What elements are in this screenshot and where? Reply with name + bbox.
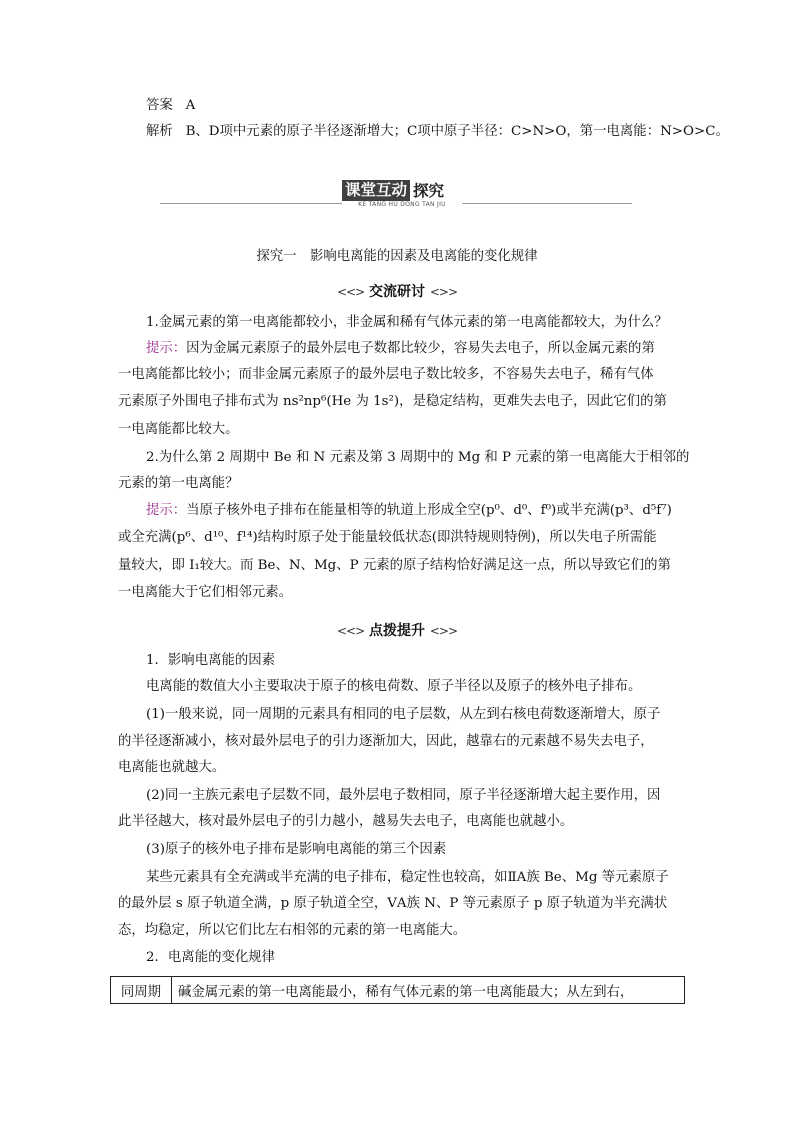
answer-2-line-2: 或全充满(p⁶、d¹⁰、f¹⁴)结构时原子处于能量较低状态(即洪特规则特例)，所以失电子所需能 (118, 530, 657, 545)
points-heading-1: 1．影响电离能的因素 (146, 653, 276, 668)
ornament-left-icon: <<> (336, 285, 365, 299)
points-p2-a: (2)同一主族元素电子层数不同，最外层电子数相同，原子半径逐渐增大起主要作用，因 (146, 788, 661, 803)
points-p4-b: 的最外层 s 原子轨道全满，p 原子轨道全空，ⅤA族 N、P 等元素原子 p 原子轨道为半充满状 (118, 896, 668, 911)
answer-value: A (185, 98, 196, 113)
points-p1-c: 电离能也就越大。 (118, 760, 226, 775)
subhead-exchange-text: 交流研讨 (369, 284, 425, 300)
answer-line (146, 96, 195, 116)
analysis-text: B、D项中元素的原子半径逐渐增大；C项中原子半径：C>N>O，第一电离能：N>O>C。 (185, 124, 729, 139)
answer-1-line-2: 一电离能都比较小；而非金属元素原子的最外层电子数比较多，不容易失去电子，稀有气体 (118, 367, 654, 382)
analysis-label: 解析 (146, 124, 173, 139)
banner-title-dark: 课堂互动 (342, 180, 410, 201)
banner-title (342, 179, 444, 201)
subhead-tips (0, 620, 794, 640)
ornament-right-icon: <>> (429, 285, 458, 299)
answer-label: 答案 (146, 98, 173, 113)
table-row-text: 碱金属元素的第一电离能最小，稀有气体元素的第一电离能最大；从左到右， (172, 977, 685, 1004)
points-p3: (3)原子的核外电子排布是影响电离能的第三个因素 (146, 842, 447, 857)
answer-2-line-4: 一电离能大于它们相邻元素。 (118, 585, 293, 600)
subhead-exchange (0, 281, 794, 301)
question-2-line-2: 元素的第一电离能？ (118, 476, 239, 491)
analysis-line (146, 122, 729, 142)
tip-label: 提示： (146, 341, 187, 356)
answer-2-line-3: 量较大，即 I₁较大。而 Be、N、Mg、P 元素的原子结构恰好满足这一点，所以导致它们的第 (118, 558, 671, 573)
section-banner (160, 176, 632, 210)
ornament-right-icon: <>> (429, 624, 458, 638)
banner-pinyin: KE TANG HU DONG TAN JIU (358, 201, 446, 208)
question-2-line-1: 2.为什么第 2 周期中 Be 和 N 元素及第 3 周期中的 Mg 和 P 元素的第一电离能大于相邻的 (146, 450, 690, 465)
question-1: 1.金属元素的第一电离能都较小，非金属和稀有气体元素的第一电离能都较大，为什么？ (146, 315, 668, 330)
ornament-left-icon: <<> (336, 624, 365, 638)
banner-rule-right (462, 203, 632, 204)
points-p1-b: 的半径逐渐减小，核对最外层电子的引力逐渐加大，因此，越靠右的元素越不易失去电子， (118, 734, 654, 749)
table-row-label: 同周期 (111, 977, 172, 1004)
answer-1-text: 因为金属元素原子的最外层电子数都比较少，容易失去电子，所以金属元素的第 (186, 341, 655, 356)
answer-1-line-1 (146, 339, 655, 359)
banner-title-light: 探究 (413, 182, 445, 200)
tip-label: 提示： (146, 503, 187, 518)
points-p0: 电离能的数值大小主要取决于原子的核电荷数、原子半径以及原子的核外电子排布。 (146, 679, 642, 694)
points-p4-c: 态，均稳定，所以它们比左右相邻的元素的第一电离能大。 (118, 923, 467, 938)
answer-2-text: 当原子核外电子排布在能量相等的轨道上形成全空(p⁰、d⁰、f⁰)或半充满(p³、d⁵f⁷) (186, 503, 672, 518)
answer-1-line-3: 元素原子外围电子排布式为 ns²np⁶(He 为 1s²)，是稳定结构，更难失去电子，因此它们的第 (118, 394, 667, 409)
points-p1-a: (1)一般来说，同一周期的元素具有相同的电子层数，从左到右核电荷数逐渐增大，原子 (146, 707, 661, 722)
period-table (110, 976, 685, 1004)
subhead-tips-text: 点拨提升 (369, 623, 425, 639)
points-p4-a: 某些元素具有全充满或半充满的电子排布，稳定性也较高，如ⅡA族 Be、Mg 等元素原子 (146, 870, 669, 885)
section-title: 探究一 影响电离能的因素及电离能的变化规律 (256, 249, 538, 264)
points-heading-2: 2．电离能的变化规律 (146, 950, 276, 965)
points-p2-b: 此半径越大，核对最外层电子的引力越小，越易失去电子，电离能也就越小。 (118, 814, 574, 829)
answer-1-line-4: 一电离能都比较大。 (118, 422, 239, 437)
banner-rule-left (160, 203, 342, 204)
answer-2-line-1 (146, 501, 672, 521)
table-row (111, 977, 685, 1004)
